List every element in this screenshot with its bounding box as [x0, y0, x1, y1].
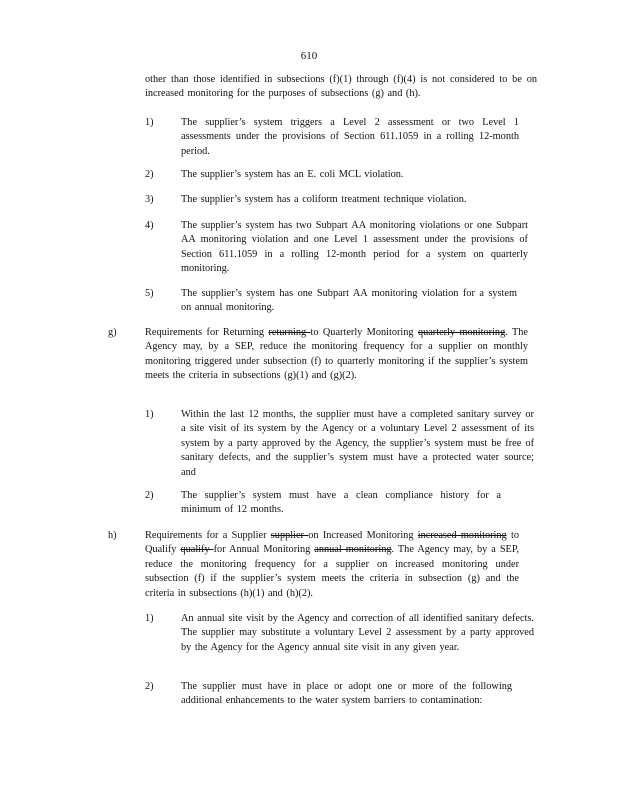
f-item-5-label: 5)	[145, 288, 154, 299]
subsection-h-paragraph: Requirements for a Supplier supplier on Increased Monitoring increased monitoring to Qualify qualify for Annual Monitoring annual monitoring. The Agency may, by a SEP, reduce the monitoring frequency for a supplier on increased monitoring under subsection (f) if the supplier’s system meets the criteria in subsection (g) and the criteria in subsections (h)(1) and (h)(2).	[145, 530, 519, 599]
g-item-2-label: 2)	[145, 490, 154, 501]
f-item-4-text: The supplier’s system has two Subpart AA monitoring violations or one Subpart AA monitoring violation and one Level 1 assessment under the provisions of Section 611.1059 in a rolling 12-month period for a system on quarterly monitoring.	[181, 220, 528, 275]
g-item-2-text: The supplier’s system must have a clean compliance history for a minimum of 12 months.	[181, 490, 501, 516]
h-item-2-text: The supplier must have in place or adopt one or more of the following additional enhancements to the water system barriers to contamination:	[181, 681, 512, 707]
f-item-1-text: The supplier’s system triggers a Level 2 assessment or two Level 1 assessments under the provisions of Section 611.1059 in a rolling 12-month period.	[181, 117, 519, 157]
intro-paragraph	[145, 73, 537, 102]
h-item-2-label: 2)	[145, 681, 154, 692]
g-struck-1: returning	[268, 327, 311, 338]
subsection-h-label: h)	[108, 530, 117, 541]
intro-text: other than those identified in subsections (f)(1) through (f)(4) is not considered to be on increased monitoring for the purposes of subsections (g) and (h).	[145, 74, 537, 100]
f-item-1-label: 1)	[145, 117, 154, 128]
subsection-g-label: g)	[108, 327, 117, 338]
subsection-g-paragraph: Requirements for Returning returning to Quarterly Monitoring quarterly monitoring. The Agency may, by a SEP, reduce the monitoring frequency for a supplier on monthly monitoring triggered under subsection (f) to quarterly monitoring if the supplier’s system meets the criteria in subsections (g)(1) and (g)(2).	[145, 327, 528, 382]
f-item-5-text: The supplier’s system has one Subpart AA monitoring violation for a system on annual monitoring.	[181, 288, 517, 314]
h-item-1-label: 1)	[145, 613, 154, 624]
h-struck-2: increased monitoring	[417, 530, 507, 541]
g-struck-2: quarterly monitoring	[417, 327, 506, 338]
f-item-4-label: 4)	[145, 220, 154, 231]
f-item-2-label: 2)	[145, 169, 154, 180]
f-item-2-text: The supplier’s system has an E. coli MCL violation.	[181, 169, 404, 180]
page-number: 610	[300, 50, 318, 62]
f-item-3-label: 3)	[145, 194, 154, 205]
h-struck-4: annual monitoring	[314, 544, 392, 556]
f-item-3-text: The supplier’s system has a coliform treatment technique violation.	[181, 194, 467, 205]
h-struck-1: supplier	[270, 530, 309, 541]
h-item-1-text: An annual site visit by the Agency and correction of all identified sanitary defects. The supplier may substitute a voluntary Level 2 assessment by a party approved by the Agency for the Agency annual site visit in any given year.	[181, 613, 534, 653]
h-struck-3: qualify	[180, 544, 214, 556]
g-item-1-text: Within the last 12 months, the supplier must have a completed sanitary survey or a site visit of its system by the Agency or a voluntary Level 2 assessment of its system by a party approved by the Agency, the supplier’s system must be free of sanitary defects, and the supplier’s system must have a protected water source; and	[181, 409, 534, 478]
g-item-1-label: 1)	[145, 409, 154, 420]
